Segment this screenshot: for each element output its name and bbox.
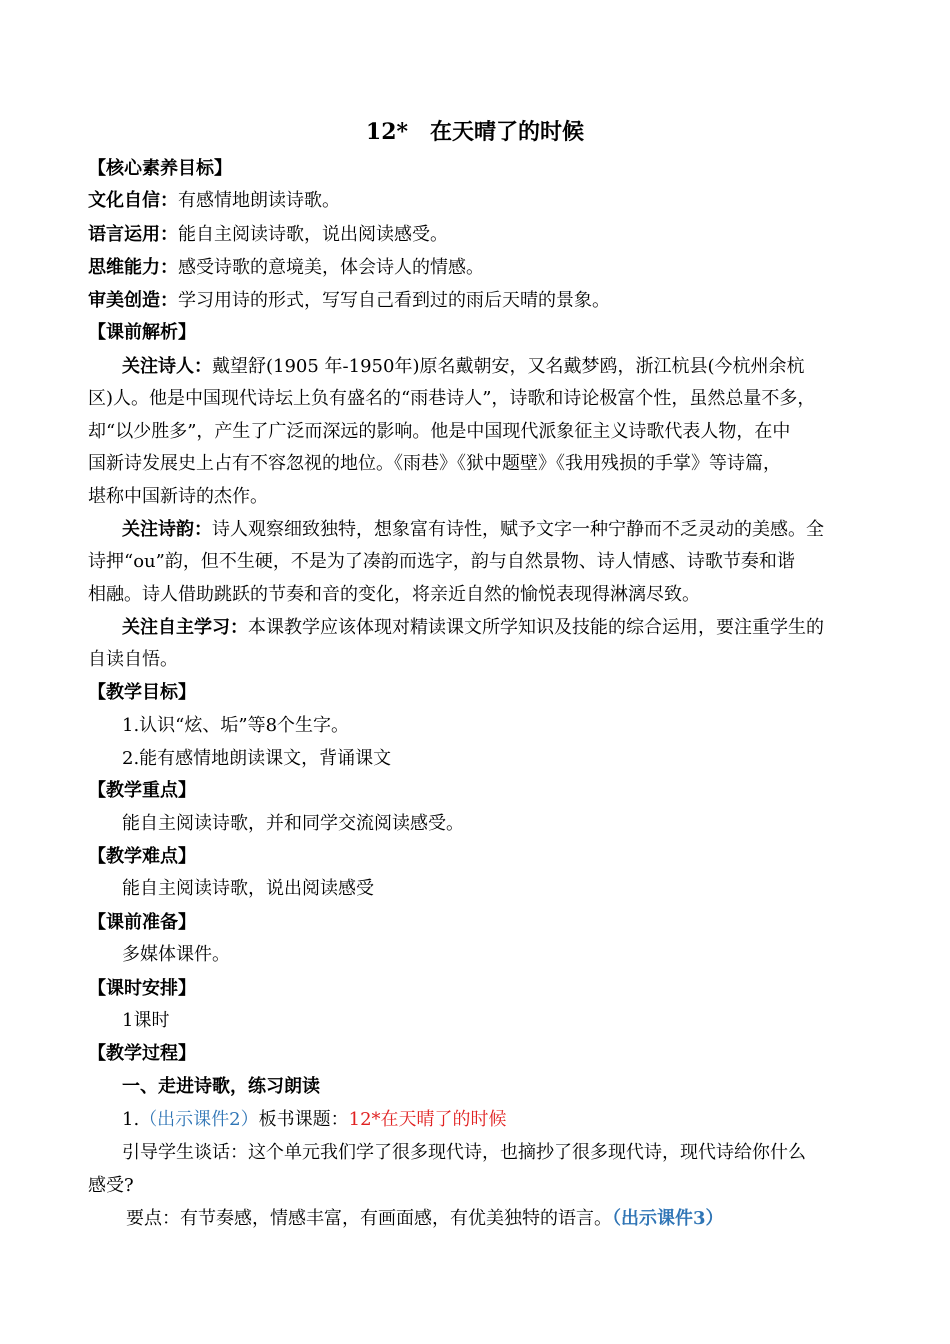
- section-heading-analysis: 【课前解析】: [88, 322, 196, 343]
- poet-label: 关注诗人：: [122, 356, 212, 377]
- self-study-paragraph-line: 自读自悟。: [88, 649, 178, 670]
- section-heading-goals: 【核心素养目标】: [88, 158, 232, 179]
- title-number: 12*: [365, 119, 409, 145]
- key-points-line: 要点：有节奏感，情感丰富，有画面感，有优美独特的语言。（出示课件3）: [126, 1208, 724, 1229]
- rhyme-paragraph-line: 诗押“ou”韵，但不生硬，不是为了凑韵而选字，韵与自然景物、诗人情感、诗歌节奏和谐: [88, 551, 795, 572]
- board-topic: 12*在天晴了的时候: [348, 1109, 507, 1130]
- goal-thinking: 思维能力：感受诗歌的意境美，体会诗人的情感。: [88, 257, 484, 278]
- section-heading-process: 【教学过程】: [88, 1043, 196, 1064]
- schedule-text: 1课时: [122, 1010, 170, 1031]
- courseware-ref: （出示课件2）: [139, 1109, 259, 1130]
- document-title: [0, 119, 950, 145]
- difficulty-text: 能自主阅读诗歌，说出阅读感受: [122, 878, 374, 899]
- key-point-text: 能自主阅读诗歌，并和同学交流阅读感受。: [122, 813, 464, 834]
- section-heading-prep: 【课前准备】: [88, 912, 196, 933]
- objective-item: 2.能有感情地朗读课文，背诵课文: [122, 748, 392, 769]
- goal-language: 语言运用：能自主阅读诗歌，说出阅读感受。: [88, 224, 448, 245]
- courseware-ref: （出示课件3）: [612, 1208, 724, 1229]
- section-heading-objectives: 【教学目标】: [88, 682, 196, 703]
- poet-paragraph-line: 国新诗发展史上占有不容忽视的地位。《雨巷》《狱中题壁》《我用残损的手掌》等诗篇，: [88, 453, 781, 474]
- rhyme-paragraph-line: 关注诗韵：诗人观察细致独特，想象富有诗性，赋予文字一种宁静而不乏灵动的美感。全: [122, 519, 824, 540]
- rhyme-label: 关注诗韵：: [122, 519, 212, 540]
- poet-paragraph-line: 区)人。他是中国现代诗坛上负有盛名的“雨巷诗人”，诗歌和诗论极富个性，虽然总量不多，: [88, 388, 816, 409]
- rhyme-paragraph-line: 相融。诗人借助跳跃的节奏和音的变化，将亲近自然的愉悦表现得淋漓尽致。: [88, 584, 700, 605]
- poet-paragraph-line: 却“以少胜多”，产生了广泛而深远的影响。他是中国现代派象征主义诗歌代表人物，在中: [88, 421, 791, 442]
- section-heading-schedule: 【课时安排】: [88, 978, 196, 999]
- guide-paragraph-line: 感受?: [88, 1175, 134, 1196]
- goal-culture: 文化自信：有感情地朗读诗歌。: [88, 190, 340, 211]
- self-study-label: 关注自主学习：: [122, 617, 248, 638]
- section-heading-key: 【教学重点】: [88, 780, 196, 801]
- prep-text: 多媒体课件。: [122, 944, 230, 965]
- poet-paragraph-line: 堪称中国新诗的杰作。: [88, 486, 268, 507]
- guide-paragraph-line: 引导学生谈话：这个单元我们学了很多现代诗，也摘抄了很多现代诗，现代诗给你什么: [122, 1142, 806, 1163]
- self-study-paragraph-line: 关注自主学习：本课教学应该体现对精读课文所学知识及技能的综合运用，要注重学生的: [122, 617, 824, 638]
- goal-aesthetic: 审美创造：学习用诗的形式，写写自己看到过的雨后天晴的景象。: [88, 290, 610, 311]
- section-heading-difficulty: 【教学难点】: [88, 846, 196, 867]
- poet-paragraph-line: 关注诗人：戴望舒(1905 年-1950年)原名戴朝安，又名戴梦鸥，浙江杭县(今杭州余杭: [122, 356, 805, 377]
- process-item-1: 1.（出示课件2）板书课题：12*在天晴了的时候: [122, 1109, 507, 1130]
- process-step-heading: 一、走进诗歌，练习朗读: [122, 1076, 320, 1097]
- title-text: 在天晴了的时候: [430, 119, 585, 145]
- objective-item: 1.认识“炫、垢”等8个生字。: [122, 715, 350, 736]
